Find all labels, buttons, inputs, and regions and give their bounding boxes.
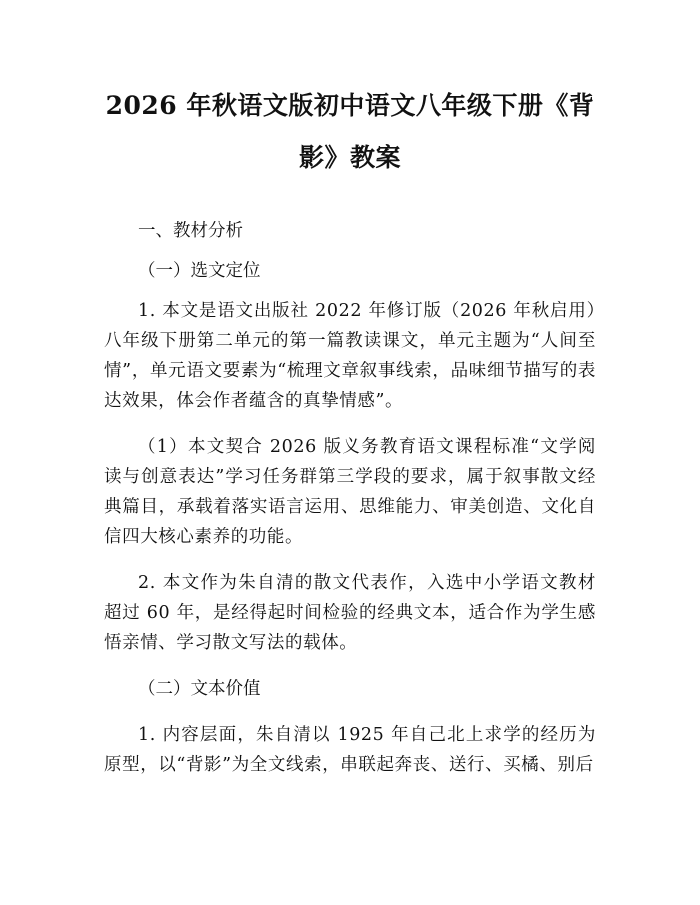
title-line-1: 2026 年秋语文版初中语文八年级下册《背 bbox=[105, 91, 595, 120]
subsection-heading-text-positioning: （一）选文定位 bbox=[138, 261, 261, 281]
title-line-2: 影》教案 bbox=[298, 143, 401, 172]
subsection-heading-text-value: （二）文本价值 bbox=[138, 679, 261, 699]
paragraph-2: 2. 本文作为朱自清的散文代表作，入选中小学语文教材超过 60 年，是经得起时间检验的经典文本，适合作为学生感悟亲情、学习散文写法的载体。 bbox=[104, 573, 596, 653]
paragraph-1: 1. 本文是语文出版社 2022 年修订版（2026 年秋启用）八年级下册第二单元的第一篇教读课文，单元主题为“人间至情”，单元语文要素为“梳理文章叙事线索，品味细节描写的表达效果，体会作者蕴含的真挚情感”。 bbox=[104, 301, 596, 411]
paragraph-1-sub-1: （1）本文契合 2026 版义务教育语文课程标准“文学阅读与创意表达”学习任务群第三学段的要求，属于叙事散文经典篇目，承载着落实语言运用、思维能力、审美创造、文化自信四大核心素养的功能。 bbox=[104, 437, 596, 547]
document-title bbox=[104, 80, 596, 184]
document-body bbox=[104, 216, 596, 780]
paragraph-3: 1. 内容层面，朱自清以 1925 年自己北上求学的经历为原型，以“背影”为全文线索，串联起奔丧、送行、买橘、别后 bbox=[104, 725, 596, 775]
section-heading-textbook-analysis: 一、教材分析 bbox=[138, 221, 243, 241]
